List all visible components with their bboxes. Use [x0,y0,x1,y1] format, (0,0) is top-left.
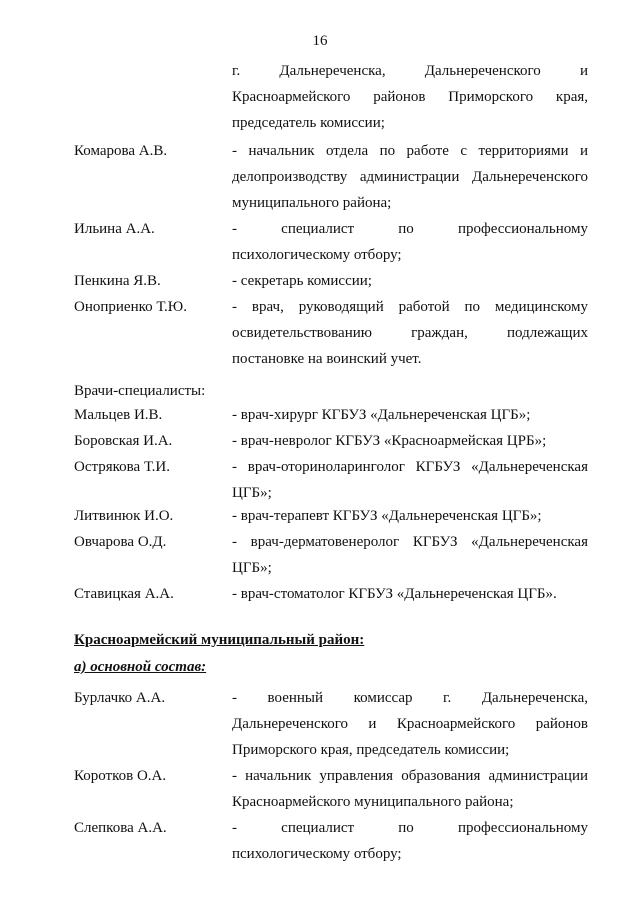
member2-role-line: - военный комиссар г. Дальнереченска, [232,690,588,706]
doctor-name: Боровская И.А. [74,433,173,449]
intro-role-line: г. Дальнереченска, Дальнереченского и [232,63,588,79]
doctor-role-line: ЦГБ»; [232,560,272,576]
member-role-line: освидетельствованию граждан, подлежащих [232,325,588,341]
subsection-heading: а) основной состав: [74,659,207,675]
member-role-line: - специалист по профессиональному [232,221,588,237]
member-name: Ильина А.А. [74,221,155,237]
section-heading: Красноармейский муниципальный район: [74,632,365,648]
member2-role-line: Красноармейского муниципального района; [232,794,514,810]
member-role-line: психологическому отбору; [232,247,402,263]
member-role-line: - начальник отдела по работе с территориями и [232,143,588,159]
doctor-role-line: - врач-хирург КГБУЗ «Дальнереченская ЦГБ»; [232,407,531,423]
doctor-name: Овчарова О.Д. [74,534,167,550]
member-role-line: - секретарь комиссии; [232,273,372,289]
member-role-line: - врач, руководящий работой по медицинскому [232,299,588,315]
intro-role [232,58,588,136]
member-role [232,268,588,294]
member2-role-line: психологическому отбору; [232,846,402,862]
member2-role-line: - начальник управления образования администрации [232,768,588,784]
member2-role [232,763,588,815]
doctor-role-line: - врач-дерматовенеролог КГБУЗ «Дальнереченская [232,534,588,550]
doctor-role [232,581,588,607]
doctor-name: Мальцев И.В. [74,407,163,423]
doctor-role-line: ЦГБ»; [232,485,272,501]
member-name: Пенкина Я.В. [74,273,161,289]
member-name: Оноприенко Т.Ю. [74,299,187,315]
member-name: Комарова А.В. [74,143,168,159]
doctor-role [232,402,588,428]
doctor-name: Литвинюк И.О. [74,508,174,524]
doctor-role-line: - врач-невролог КГБУЗ «Красноармейская ЦРБ»; [232,433,547,449]
member2-name: Коротков О.А. [74,768,167,784]
member-role-line: муниципального района; [232,195,392,211]
member2-name: Слепкова А.А. [74,820,167,836]
member-role [232,138,588,216]
member-role [232,294,588,372]
intro-role-line: Красноармейского районов Приморского края, [232,89,588,105]
member2-name: Бурлачко А.А. [74,690,166,706]
doctor-role-line: - врач-стоматолог КГБУЗ «Дальнереченская ЦГБ». [232,586,557,602]
doctor-role-line: - врач-оториноларинголог КГБУЗ «Дальнереченская [232,459,588,475]
member2-role-line: - специалист по профессиональному [232,820,588,836]
member2-role [232,815,588,867]
doctor-role [232,428,588,454]
member-role-line: постановке на воинский учет. [232,351,422,367]
member2-role-line: Дальнереченского и Красноармейского районов [232,716,588,732]
doctor-role [232,503,588,529]
intro-role-line: председатель комиссии; [232,115,385,131]
member2-role-line: Приморского края, председатель комиссии; [232,742,510,758]
doctor-role [232,529,588,581]
doctors-label: Врачи-специалисты: [74,383,206,399]
member-role [232,216,588,268]
member2-role [232,685,588,763]
doctor-role-line: - врач-терапевт КГБУЗ «Дальнереченская ЦГБ»; [232,508,542,524]
doctor-name: Острякова Т.И. [74,459,170,475]
member-role-line: делопроизводству администрации Дальнереченского [232,169,588,185]
doctor-name: Ставицкая А.А. [74,586,174,602]
doctor-role [232,454,588,506]
page-number: 16 [312,33,328,49]
